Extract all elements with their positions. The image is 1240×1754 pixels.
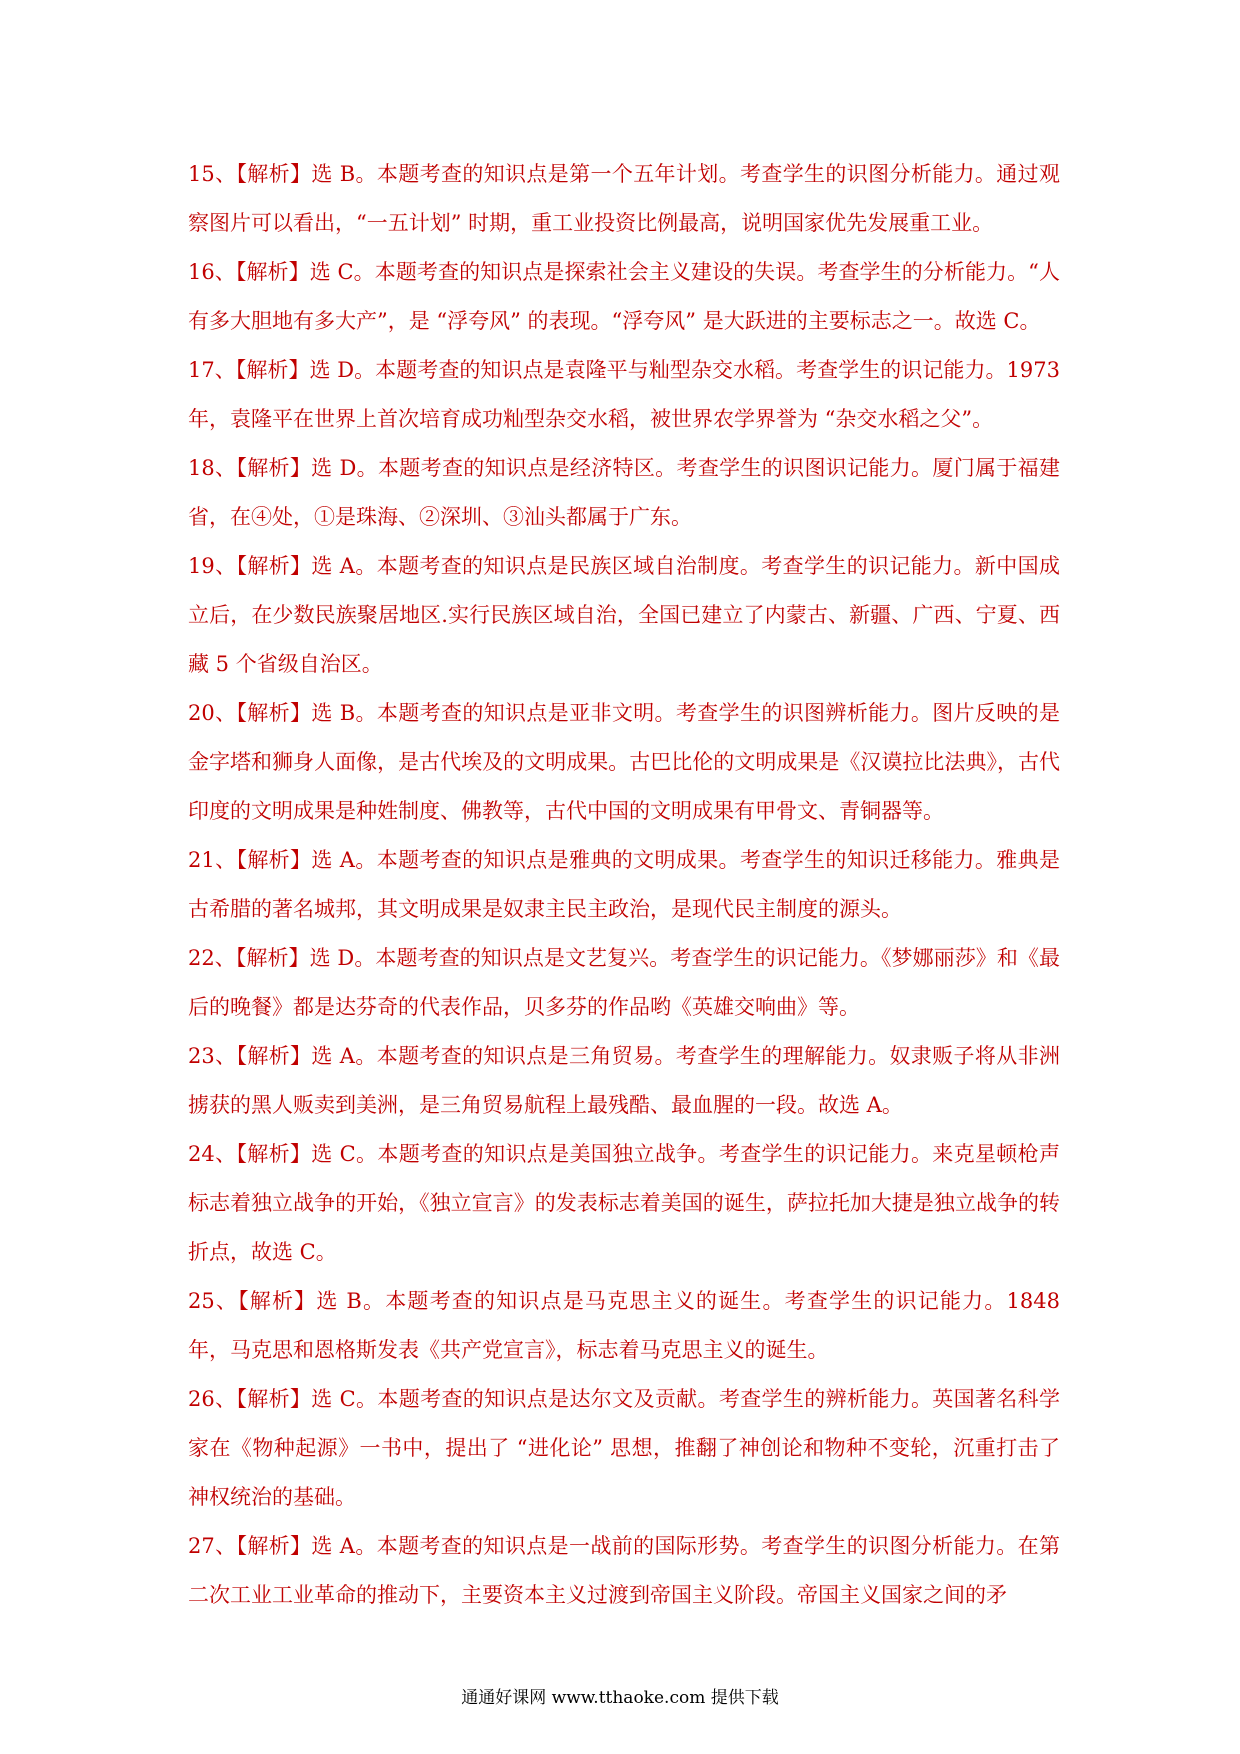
answer-item-22: 22、【解析】选 D。本题考查的知识点是文艺复兴。考查学生的识记能力。《梦娜丽莎》和《最后的晚餐》都是达芬奇的代表作品，贝多芬的作品哟《英雄交响曲》等。 <box>188 946 1060 1019</box>
answer-item-24: 24、【解析】选 C。本题考查的知识点是美国独立战争。考查学生的识记能力。来克星顿枪声标志着独立战争的开始，《独立宣言》的发表标志着美国的诞生，萨拉托加大捷是独立战争的转折点，故选 C。 <box>188 1142 1060 1264</box>
answer-item-20: 20、【解析】选 B。本题考查的知识点是亚非文明。考查学生的识图辨析能力。图片反映的是金字塔和狮身人面像，是古代埃及的文明成果。古巴比伦的文明成果是《汉谟拉比法典》，古代印度的文明成果是种姓制度、佛教等，古代中国的文明成果有甲骨文、青铜器等。 <box>188 701 1060 823</box>
answer-item-19: 19、【解析】选 A。本题考查的知识点是民族区域自治制度。考查学生的识记能力。新中国成立后，在少数民族聚居地区.实行民族区域自治，全国已建立了内蒙古、新疆、广西、宁夏、西藏 5 个省级自治区。 <box>188 554 1060 676</box>
page-footer: 通通好课网 www.tthaoke.com 提供下载 <box>461 1688 779 1708</box>
answer-item-23: 23、【解析】选 A。本题考查的知识点是三角贸易。考查学生的理解能力。奴隶贩子将从非洲掳获的黑人贩卖到美洲，是三角贸易航程上最残酷、最血腥的一段。故选 A。 <box>188 1044 1060 1117</box>
answer-item-18: 18、【解析】选 D。本题考查的知识点是经济特区。考查学生的识图识记能力。厦门属于福建省，在④处，①是珠海、②深圳、③汕头都属于广东。 <box>188 456 1060 529</box>
answer-item-21: 21、【解析】选 A。本题考查的知识点是雅典的文明成果。考查学生的知识迁移能力。雅典是古希腊的著名城邦，其文明成果是奴隶主民主政治，是现代民主制度的源头。 <box>188 848 1060 921</box>
answer-item-17: 17、【解析】选 D。本题考查的知识点是袁隆平与籼型杂交水稻。考查学生的识记能力。1973 年，袁隆平在世界上首次培育成功籼型杂交水稻，被世界农学界誉为 “杂交水稻之父”。 <box>188 358 1060 431</box>
answer-list <box>188 150 1060 1620</box>
answer-item-26: 26、【解析】选 C。本题考查的知识点是达尔文及贡献。考查学生的辨析能力。英国著名科学家在《物种起源》一书中，提出了 “进化论” 思想，推翻了神创论和物种不变轮，沉重打击了神权统治的基础。 <box>188 1387 1060 1509</box>
answer-item-25: 25、【解析】选 B。本题考查的知识点是马克思主义的诞生。考查学生的识记能力。1848 年，马克思和恩格斯发表《共产党宣言》，标志着马克思主义的诞生。 <box>188 1289 1060 1362</box>
answer-item-27: 27、【解析】选 A。本题考查的知识点是一战前的国际形势。考查学生的识图分析能力。在第二次工业工业革命的推动下，主要资本主义过渡到帝国主义阶段。帝国主义国家之间的矛 <box>188 1534 1060 1607</box>
answer-item-15: 15、【解析】选 B。本题考查的知识点是第一个五年计划。考查学生的识图分析能力。通过观察图片可以看出，“一五计划” 时期，重工业投资比例最高，说明国家优先发展重工业。 <box>188 162 1060 235</box>
answer-item-16: 16、【解析】选 C。本题考查的知识点是探索社会主义建设的失误。考查学生的分析能力。“人有多大胆地有多大产”，是 “浮夸风” 的表现。“浮夸风” 是大跃进的主要标志之一。故选 C。 <box>188 260 1060 333</box>
